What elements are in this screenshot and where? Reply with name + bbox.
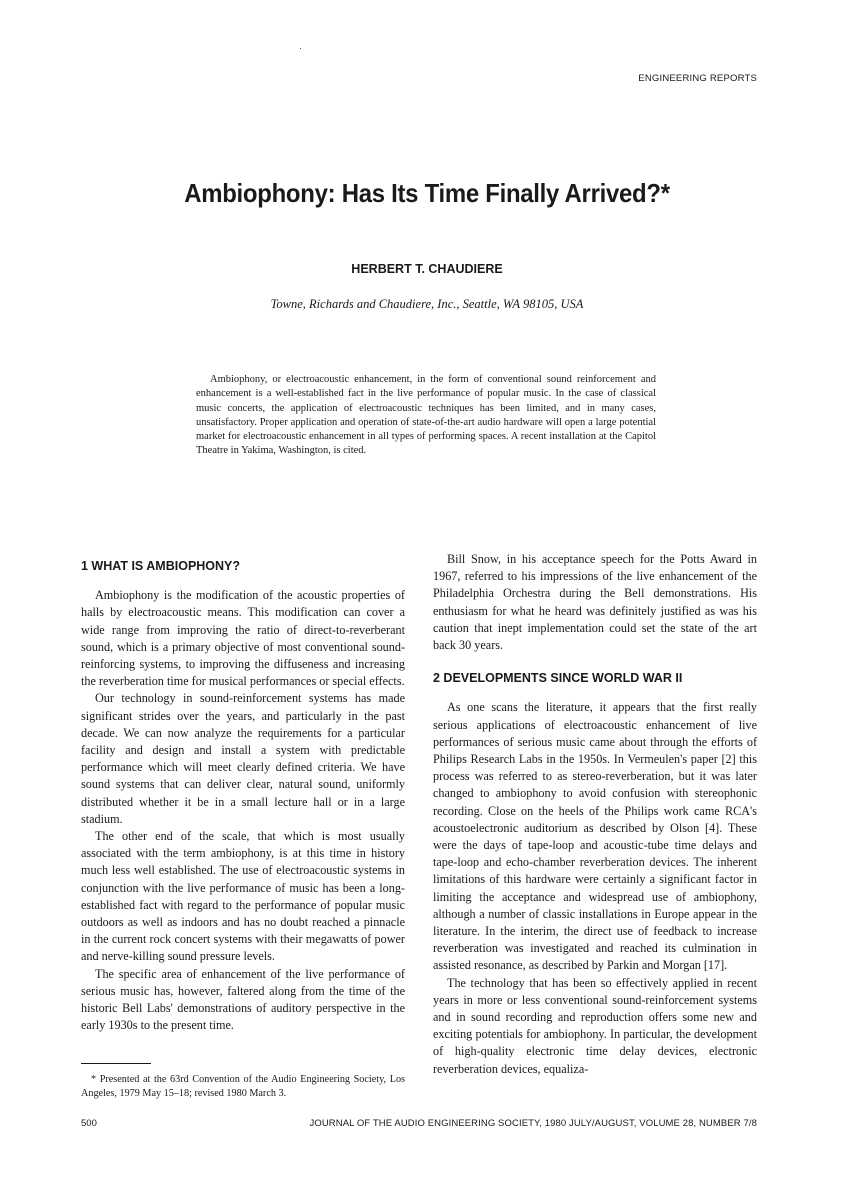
footnote-rule bbox=[81, 1063, 151, 1064]
page-number: 500 bbox=[81, 1118, 97, 1129]
paragraph: The other end of the scale, that which is most usually associated with the term ambiophony, is at this time in history much less well established. The use of electroacoustic systems in conjunction with the live performance of music has been a long-established fact with regard to the performance of popular music outdoors as well as indoors and has no doubt reached a pinnacle in the current rock concert systems with their megawatts of power and nerve-killing sound pressure levels. bbox=[81, 829, 405, 964]
paragraph: The specific area of enhancement of the live performance of serious music has, however, faltered along from the time of the historic Bell Labs' demonstrations of auditory perspective in the early 1930s to the present time. bbox=[81, 966, 405, 1033]
paper-title: Ambiophony: Has Its Time Finally Arrived?* bbox=[184, 178, 670, 208]
scan-speck bbox=[300, 48, 301, 49]
journal-citation-line: JOURNAL OF THE AUDIO ENGINEERING SOCIETY, 1980 JULY/AUGUST, VOLUME 28, NUMBER 7/8 bbox=[309, 1118, 757, 1129]
author-affiliation: Towne, Richards and Chaudiere, Inc., Seattle, WA 98105, USA bbox=[270, 297, 584, 311]
footnote: * Presented at the 63rd Convention of the Audio Engineering Society, Los Angeles, 1979 May 15–18; revised 1980 March 3. bbox=[81, 1074, 405, 1099]
running-head: ENGINEERING REPORTS bbox=[638, 73, 757, 84]
right-column bbox=[433, 551, 757, 1078]
paragraph: Bill Snow, in his acceptance speech for the Potts Award in 1967, referred to his impressions of the live enhancement of the Philadelphia Orchestra during the Bell demonstrations. His enthusiasm for what he heard was definitely justified as was his caution that inept implementation could set the state of the art back 30 years. bbox=[433, 552, 757, 653]
paragraph: The technology that has been so effectively applied in recent years in more or less conventional sound-reinforcement systems and in sound recording and reproduction offers some new and exciting potentials for ambiophony. In particular, the development of high-quality electronic time delay devices, electronic reverberation devices, equaliza- bbox=[433, 975, 757, 1076]
left-column bbox=[81, 558, 405, 1034]
section-heading-2: 2 DEVELOPMENTS SINCE WORLD WAR II bbox=[433, 671, 683, 686]
author-name: HERBERT T. CHAUDIERE bbox=[351, 262, 503, 276]
section-heading-1: 1 WHAT IS AMBIOPHONY? bbox=[81, 559, 241, 573]
paragraph: Ambiophony is the modification of the acoustic properties of halls by electroacoustic means. This modification can cover a wide range from improving the ratio of direct-to-reverberant sound, which is a primary objective of most conventional sound-reinforcing systems, to improving the diffuseness and increasing the reverberation time for musical performances or special effects. bbox=[81, 588, 405, 689]
paragraph: Our technology in sound-reinforcement systems has made significant strides over the years, and particularly in the past decade. We can now analyze the requirements for a particular facility and design and install a system with predictable performance which will meet clearly defined criteria. We have sound systems that can deliver clear, natural sound, uniformly distributed whether it be in a small lecture hall or in a large stadium. bbox=[81, 691, 405, 826]
paragraph: As one scans the literature, it appears that the first really serious applications of electroacoustic enhancement of live performances of serious music came about through the efforts of Philips Research Labs in the 1950s. In Vermeulen's paper [2] this process was referred to as stereo-reverberation, but it was later changed to ambiophony to avoid confusion with stereophonic recording. Close on the heels of the Philips work came RCA's acoustoelectronic auditorium as described by Olson [4]. These were the days of tape-loop and acoustic-tube time delays and tape-loop and echo-chamber reverberation devices. The inherent limitations of this hardware were certainly a significant factor in limiting the acceptance and widespread use of ambiophony, although a number of classic installations in Europe appear in the literature. In the interim, the direct use of feedback to increase reverberation was investigated and reached its culmination in assisted resonance, as described by Parkin and Morgan [17]. bbox=[433, 700, 757, 973]
abstract: Ambiophony, or electroacoustic enhancement, in the form of conventional sound reinforcement and enhancement is a well-established fact in the live performance of popular music. In the case of classical music concerts, the application of electroacoustic techniques has been limited, and in many cases, unsatisfactory. Proper application and operation of state-of-the-art audio hardware will open a large potential market for electroacoustic enhancement in all types of performing spaces. A recent installation at the Capitol Theatre in Yakima, Washington, is cited. bbox=[196, 374, 656, 457]
